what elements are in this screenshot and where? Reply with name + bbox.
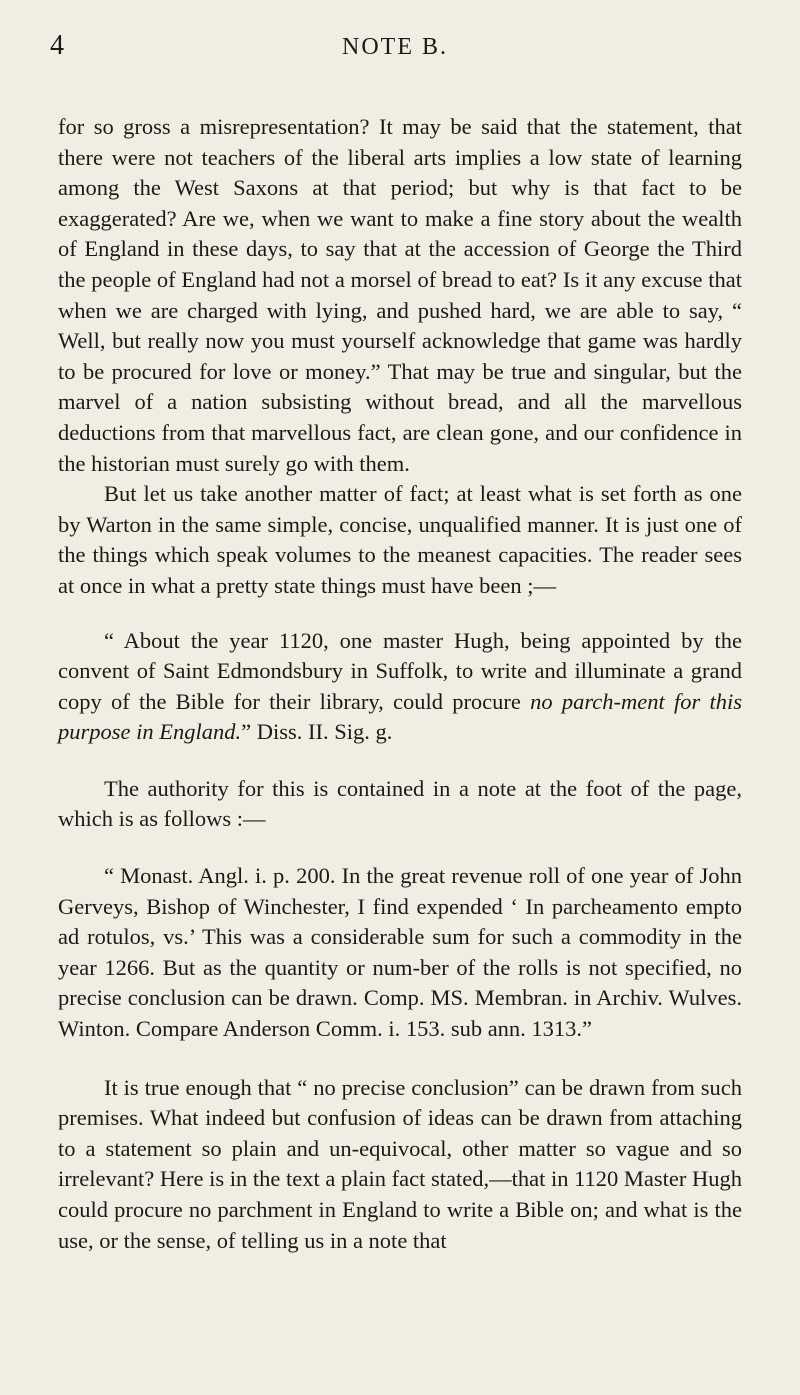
running-title: NOTE B.: [342, 34, 448, 60]
page-header: [50, 30, 740, 70]
paragraph-1: for so gross a misrepresentation? It may be said that the statement, that there were not teachers of the liberal arts implies a low state of learning among the West Saxons at that period; but why is that fact to be exaggerated? Are we, when we want to make a fine story about the wealth of England in these days, to say that at the accession of George the Third the people of England had not a morsel of bread to eat? Is it any excuse that when we are charged with lying, and pushed hard, we are able to say, “ Well, but really now you must yourself acknowledge that game was hardly to be procured for love or money.” That may be true and singular, but the marvel of a nation subsisting without bread, and all the marvellous deductions from that marvellous fact, are clean gone, and our confidence in the historian must surely go with them.: [58, 114, 742, 476]
paragraph-4: The authority for this is contained in a note at the foot of the page, which is as follows :—: [58, 775, 742, 832]
quotation-italic-text: no parch-ment for this purpose in England.: [58, 688, 743, 745]
body-text: [58, 112, 742, 1256]
quotation-text: “ About the year 1120, one master Hugh, being appointed by the convent of Saint Edmondsbury in Suffolk, to write and illuminate a grand copy of the Bible for their library, could procure: [58, 627, 742, 714]
footnote-quotation: “ Monast. Angl. i. p. 200. In the great revenue roll of one year of John Gerveys, Bishop of Winchester, I find expended ‘ In parcheamento empto ad rotulos, vs.’ This was a considerable sum for such a commodity in the year 1266. But as the quantity or num-ber of the rolls is not specified, no precise conclusion can be drawn. Comp. MS. Membran. in Archiv. Wulves. Winton. Compare Anderson Comm. i. 153. sub ann. 1313.”: [58, 863, 742, 1042]
quotation-citation: ” Diss. II. Sig. g.: [241, 719, 393, 745]
paragraph-6: It is true enough that “ no precise conclusion” can be drawn from such premises. What indeed but confusion of ideas can be drawn from attaching to a statement so plain and un-equivocal, other matter so vague and so irrelevant? Here is in the text a plain fact stated,—that in 1120 Master Hugh could procure no parchment in England to write a Bible on; and what is the use, or the sense, of telling us in a note that: [58, 1074, 742, 1253]
paragraph-2: But let us take another matter of fact; at least what is set forth as one by Warton in the same simple, concise, unqualified manner. It is just one of the things which speak volumes to the meanest capacities. The reader sees at once in what a pretty state things must have been ;—: [58, 481, 742, 598]
page-number: 4: [50, 30, 64, 61]
quotation-paragraph: [58, 626, 742, 748]
